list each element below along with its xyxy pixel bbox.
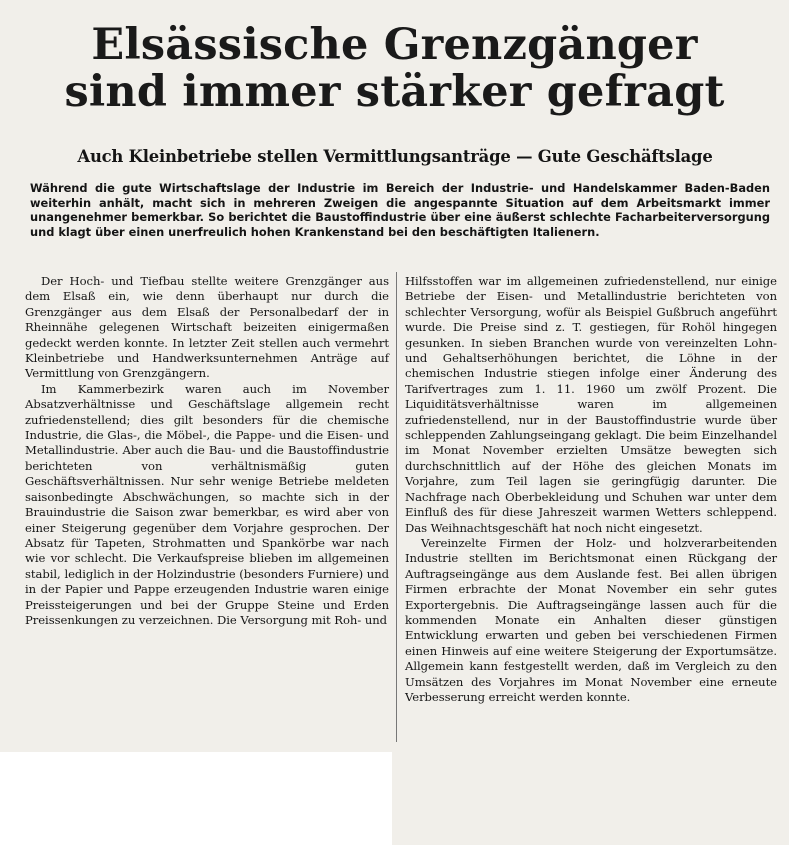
torn-off-area	[0, 752, 392, 845]
left-paragraph-1: Der Hoch- und Tiefbau stellte weitere Grenzgänger aus dem Elsaß ein, wie denn überhaupt nur durch die Grenzgänger aus dem Elsaß der Personalbedarf der in Rheinnähe gelegenen Wirtschaft beizeiten einigermaßen gedeckt werden konnte. In letzter Zeit stellen auch vermehrt Kleinbetriebe und Handwerksunternehmen Anträge auf Vermittlung von Grenzgängern.	[25, 274, 389, 381]
headline-line-1: Elsässische Grenzgänger	[91, 20, 698, 70]
left-column	[25, 274, 389, 628]
subheadline: Auch Kleinbetriebe stellen Vermittlungsanträge — Gute Geschäftslage	[77, 147, 713, 166]
lead-paragraph: Während die gute Wirtschaftslage der Industrie im Bereich der Industrie- und Handelskammer Baden-Baden weiterhin anhält, macht sich in mehreren Zweigen die angespannte Situation auf dem Arbeitsmarkt immer unangenehmer bemerkbar. So berichtet die Baustoffindustrie über eine äußerst schlechte Facharbeiterversorgung und klagt über einen unerfreulich hohen Krankenstand bei den beschäftigten Italienern.	[30, 181, 770, 240]
left-paragraph-2: Im Kammerbezirk waren auch im November Absatzverhältnisse und Geschäftslage allgemein recht zufriedenstellend; dies gilt besonders für die chemische Industrie, die Glas-, die Möbel-, die Pappe- und die Eisen- und Metallindustrie. Aber auch die Bau- und die Baustoffindustrie berichteten von verhältnismäßig guten Geschäftsverhältnissen. Nur sehr wenige Betriebe meldeten saisonbedingte Abschwächungen, so machte sich in der Brauindustrie die Saison zwar bemerkbar, es wird aber von einer Steigerung gegenüber dem Vorjahre gesprochen. Der Absatz für Tapeten, Strohmatten und Spankörbe war nach wie vor schlecht. Die Verkaufspreise blieben im allgemeinen stabil, lediglich in der Holzindustrie (besonders Furniere) und in der Papier und Pappe erzeugenden Industrie waren einige Preissteigerungen und bei der Gruppe Steine und Erden Preissenkungen zu verzeichnen. Die Versorgung mit Roh- und	[25, 381, 389, 627]
headline	[0, 22, 789, 116]
headline-line-2: sind immer stärker gefragt	[64, 67, 725, 117]
right-paragraph-1: Hilfsstoffen war im allgemeinen zufriedenstellend, nur einige Betriebe der Eisen- und Metallindustrie berichteten von schlechter Versorgung, wofür als Beispiel Gußbruch angeführt wurde. Die Preise sind z. T. gestiegen, für Rohöl hingegen gesunken. In sieben Branchen wurde von vereinzelten Lohn- und Gehaltserhöhungen berichtet, die Löhne in der chemischen Industrie stiegen infolge einer Änderung des Tarifvertrages zum 1. 11. 1960 um zwölf Prozent. Die Liquiditätsverhältnisse waren im allgemeinen zufriedenstellend, nur in der Baustoffindustrie wurde über schleppenden Zahlungseingang geklagt. Die beim Einzelhandel im Monat November erzielten Umsätze bewegten sich durchschnittlich auf der Höhe des gleichen Monats im Vorjahre, zum Teil lagen sie geringfügig darunter. Die Nachfrage nach Oberbekleidung und Schuhen war unter dem Einfluß des für diese Jahreszeit warmen Wetters schleppend. Das Weihnachtsgeschäft hat noch nicht eingesetzt.	[405, 274, 777, 535]
right-column	[405, 274, 777, 705]
column-divider	[396, 272, 397, 742]
right-paragraph-2: Vereinzelte Firmen der Holz- und holzverarbeitenden Industrie stellten im Berichtsmonat einen Rückgang der Auftragseingänge aus dem Auslande fest. Bei allen übrigen Firmen erbrachte der Monat November ein sehr gutes Exportergebnis. Die Auftragseingänge lassen auch für die kommenden Monate ein Anhalten dieser günstigen Entwicklung erwarten und geben bei verschiedenen Firmen einen Hinweis auf eine weitere Steigerung der Exportumsätze. Allgemein kann festgestellt werden, daß im Vergleich zu den Umsätzen des Vorjahres im Monat November eine erneute Verbesserung erreicht werden konnte.	[405, 535, 777, 704]
